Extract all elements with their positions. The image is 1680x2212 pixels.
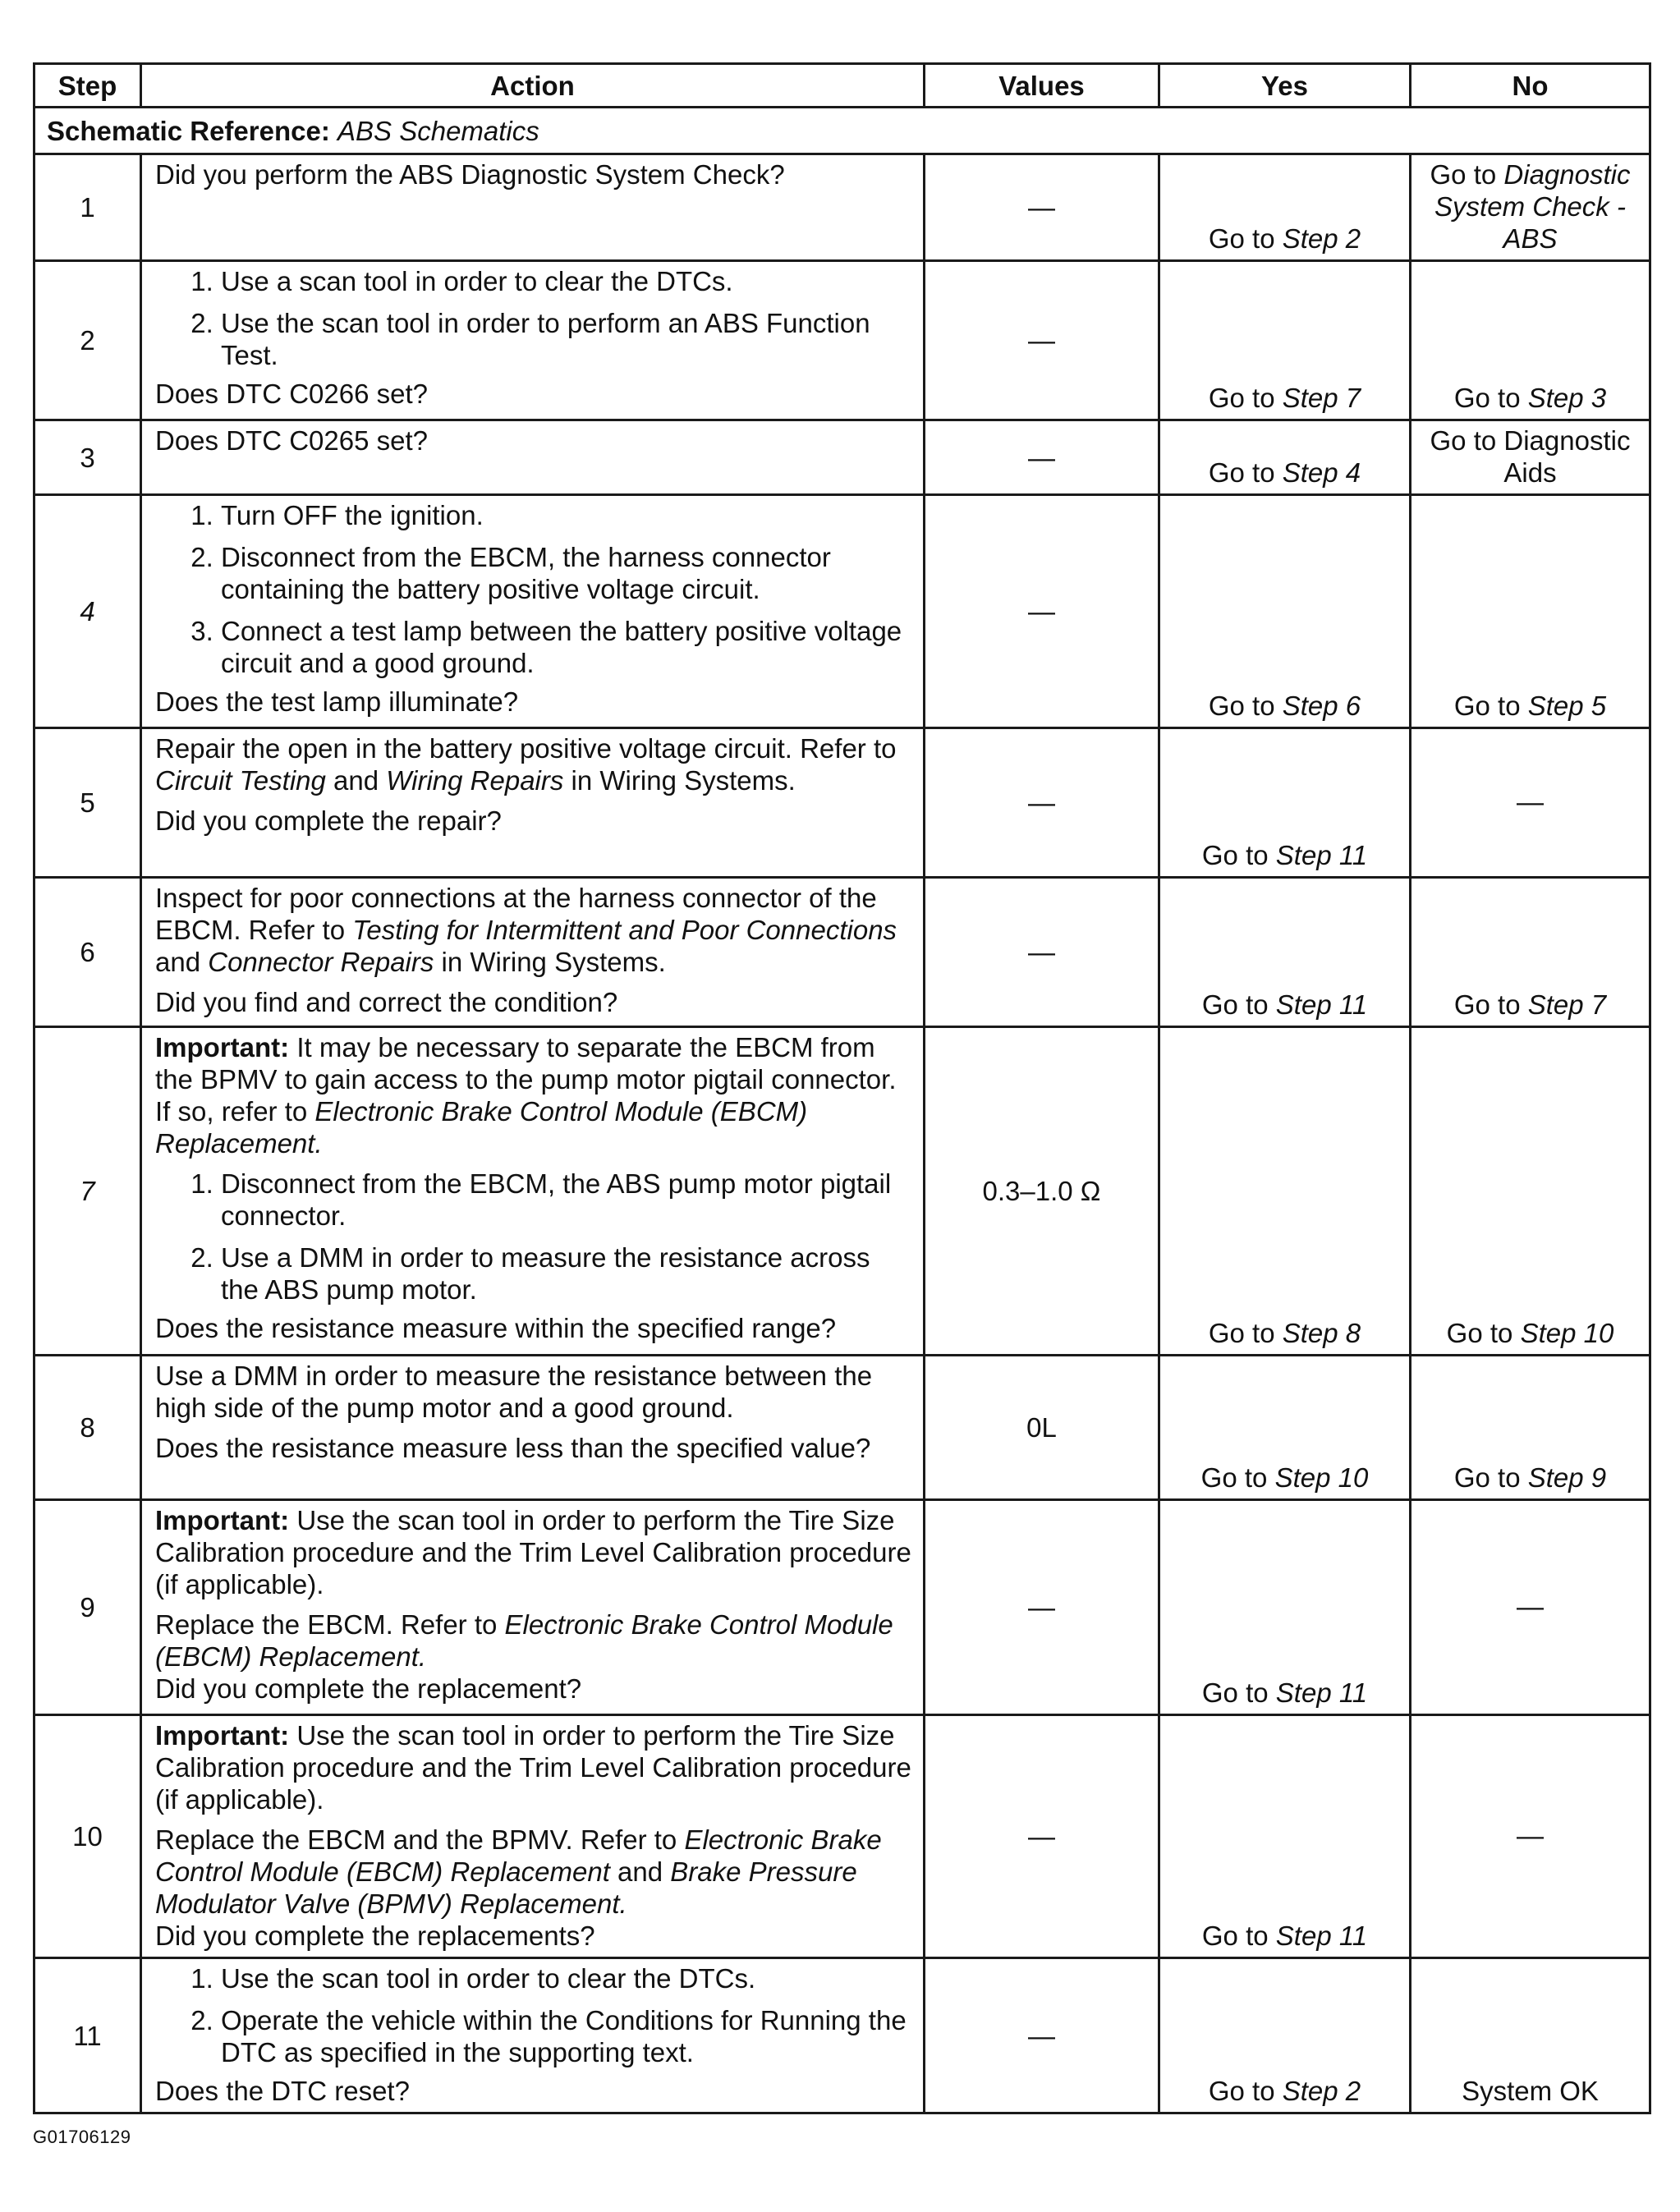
question-text: Did you find and correct the condition? (155, 987, 618, 1017)
header-action: Action (141, 64, 925, 108)
header-yes: Yes (1159, 64, 1411, 108)
doc-link[interactable]: Electronic Brake Control Module (EBCM) Replacement (155, 1824, 882, 1887)
action-cell (141, 1027, 925, 1356)
yes-cell: Go to Step 2 (1159, 1958, 1411, 2113)
value-cell: — (925, 1500, 1159, 1715)
action-list (155, 499, 911, 679)
question-text: Did you perform the ABS Diagnostic System Check? (155, 159, 785, 190)
action-list (155, 1962, 911, 2068)
action-cell (141, 495, 925, 728)
no-cell: Go to Step 5 (1411, 495, 1650, 728)
step-link[interactable]: Step 7 (1282, 383, 1361, 413)
important-note: Important: Use the scan tool in order to perform the Tire Size Calibration procedure and the Trim Level Calibration procedure (if applicable). (155, 1720, 911, 1815)
step-link[interactable]: Step 6 (1282, 691, 1361, 721)
question-text: Does DTC C0265 set? (155, 425, 428, 456)
list-item: 2. Operate the vehicle within the Conditions for Running the DTC as specified in the supporting text. (221, 2004, 911, 2068)
step-link[interactable]: Step 8 (1282, 1318, 1361, 1348)
action-cell (141, 1356, 925, 1500)
yes-cell: Go to Step 6 (1159, 495, 1411, 728)
value-cell: — (925, 495, 1159, 728)
step-number: 8 (34, 1356, 141, 1500)
question-text: Does the resistance measure within the specified range? (155, 1313, 837, 1343)
table-row (34, 154, 1650, 261)
action-cell (141, 1958, 925, 2113)
step-link[interactable]: Step 10 (1274, 1462, 1369, 1493)
table-row (34, 1500, 1650, 1715)
yes-cell: Go to Step 2 (1159, 154, 1411, 261)
doc-link[interactable]: Electronic Brake Control Module (EBCM) Replacement. (155, 1609, 893, 1672)
step-link[interactable]: Step 10 (1520, 1318, 1614, 1348)
doc-link[interactable]: Testing for Intermittent and Poor Connections (352, 915, 897, 945)
question-text: Does DTC C0266 set? (155, 379, 428, 409)
step-link[interactable]: Step 4 (1282, 457, 1361, 488)
step-link[interactable]: Step 2 (1282, 223, 1361, 254)
action-cell (141, 154, 925, 261)
list-item: 3. Connect a test lamp between the battery positive voltage circuit and a good ground. (221, 615, 911, 679)
question-text: Does the test lamp illuminate? (155, 686, 519, 717)
step-link[interactable]: Step 2 (1282, 2076, 1361, 2106)
yes-cell: Go to Step 11 (1159, 1500, 1411, 1715)
yes-cell: Go to Step 11 (1159, 728, 1411, 878)
question-text: Does the resistance measure less than the specified value? (155, 1433, 871, 1463)
value-cell: 0L (925, 1356, 1159, 1500)
step-link[interactable]: Step 11 (1275, 989, 1368, 1020)
table-row (34, 261, 1650, 420)
action-list (155, 265, 911, 371)
list-item: 2. Use a DMM in order to measure the resistance across the ABS pump motor. (221, 1241, 911, 1306)
step-number: 9 (34, 1500, 141, 1715)
yes-cell: Go to Step 4 (1159, 420, 1411, 495)
value-cell: — (925, 261, 1159, 420)
action-list (155, 1168, 911, 1306)
table-row (34, 1958, 1650, 2113)
table-row (34, 420, 1650, 495)
list-item: 2. Use the scan tool in order to perform an ABS Function Test. (221, 307, 911, 371)
diagnostic-table-sheet (33, 62, 1649, 2114)
doc-link[interactable]: Connector Repairs (208, 947, 434, 977)
no-cell: Go to Step 3 (1411, 261, 1650, 420)
schematic-reference (34, 108, 1650, 154)
value-cell: — (925, 1715, 1159, 1958)
no-cell: System OK (1411, 1958, 1650, 2113)
header-step: Step (34, 64, 141, 108)
diagnostic-check-link[interactable]: Diagnostic System Check - ABS (1434, 159, 1631, 254)
instruction-text: Repair the open in the battery positive voltage circuit. Refer to Circuit Testing and Wiring Repairs in Wiring Systems. (155, 733, 897, 796)
yes-cell: Go to Step 11 (1159, 1715, 1411, 1958)
no-cell: Go to Diagnostic System Check - ABS (1411, 154, 1650, 261)
figure-code: G01706129 (33, 2127, 131, 2147)
important-note: Important: Use the scan tool in order to perform the Tire Size Calibration procedure and the Trim Level Calibration procedure (if applicable). (155, 1505, 911, 1599)
yes-cell: Go to Step 8 (1159, 1027, 1411, 1356)
action-cell (141, 728, 925, 878)
header-values: Values (925, 64, 1159, 108)
step-number: 3 (34, 420, 141, 495)
header-row (34, 64, 1650, 108)
no-cell: — (1411, 1500, 1650, 1715)
step-link[interactable]: Step 5 (1527, 691, 1607, 721)
schematic-reference-row (34, 108, 1650, 154)
step-link[interactable]: Step 3 (1527, 383, 1607, 413)
question-text: Did you complete the replacements? (155, 1921, 595, 1951)
value-cell: — (925, 728, 1159, 878)
value-cell: — (925, 878, 1159, 1027)
instruction-text: Replace the EBCM and the BPMV. Refer to Electronic Brake Control Module (EBCM) Replacement and Brake Pressure Modulator Valve (BPMV) Replacement. (155, 1824, 882, 1919)
value-cell: — (925, 1958, 1159, 2113)
instruction-text: Inspect for poor connections at the harness connector of the EBCM. Refer to Testing for Intermittent and Poor Connections and Connector Repairs in Wiring Systems. (155, 883, 897, 977)
no-cell: Go to Step 7 (1411, 878, 1650, 1027)
list-item: 1. Disconnect from the EBCM, the ABS pump motor pigtail connector. (221, 1168, 911, 1232)
step-link[interactable]: Step 7 (1527, 989, 1607, 1020)
header-no: No (1411, 64, 1650, 108)
doc-link[interactable]: Brake Pressure Modulator Valve (BPMV) Replacement. (155, 1856, 857, 1919)
action-cell (141, 420, 925, 495)
list-item: 2. Disconnect from the EBCM, the harness connector containing the battery positive voltage circuit. (221, 541, 911, 605)
table-row (34, 1027, 1650, 1356)
no-cell[interactable]: Go to Diagnostic Aids (1411, 420, 1650, 495)
value-cell: — (925, 420, 1159, 495)
step-number: 7 (34, 1027, 141, 1356)
action-cell (141, 878, 925, 1027)
action-cell (141, 1500, 925, 1715)
diagnostic-table (33, 62, 1651, 2114)
schematic-label: Schematic Reference: (47, 115, 330, 146)
step-number: 5 (34, 728, 141, 878)
step-link[interactable]: Step 11 (1275, 1921, 1368, 1951)
step-link[interactable]: Step 11 (1275, 1677, 1368, 1708)
doc-link[interactable]: Electronic Brake Control Module (EBCM) Replacement (155, 1096, 808, 1159)
value-cell: 0.3–1.0 Ω (925, 1027, 1159, 1356)
table-row (34, 728, 1650, 878)
question-text: Does the DTC reset? (155, 2076, 410, 2106)
no-cell: Go to Step 9 (1411, 1356, 1650, 1500)
action-cell (141, 261, 925, 420)
table-row (34, 1356, 1650, 1500)
question-text: Did you complete the replacement? (155, 1673, 582, 1704)
action-cell (141, 1715, 925, 1958)
list-item: 1. Use a scan tool in order to clear the DTCs. (221, 265, 911, 297)
step-number: 4 (34, 495, 141, 728)
instruction-text: Replace the EBCM. Refer to Electronic Brake Control Module (EBCM) Replacement. (155, 1609, 893, 1672)
yes-cell: Go to Step 10 (1159, 1356, 1411, 1500)
doc-link[interactable]: Wiring Repairs (386, 765, 564, 796)
no-cell: Go to Step 10 (1411, 1027, 1650, 1356)
step-number: 11 (34, 1958, 141, 2113)
value-cell: — (925, 154, 1159, 261)
step-number: 1 (34, 154, 141, 261)
yes-cell: Go to Step 7 (1159, 261, 1411, 420)
table-row (34, 495, 1650, 728)
table-row (34, 878, 1650, 1027)
yes-cell: Go to Step 11 (1159, 878, 1411, 1027)
step-number: 10 (34, 1715, 141, 1958)
list-item: 1. Turn OFF the ignition. (221, 499, 911, 531)
step-link[interactable]: Step 11 (1275, 840, 1368, 870)
step-number: 2 (34, 261, 141, 420)
question-text: Did you complete the repair? (155, 805, 502, 836)
step-link[interactable]: Step 9 (1527, 1462, 1607, 1493)
no-cell: — (1411, 728, 1650, 878)
doc-link[interactable]: Circuit Testing (155, 765, 326, 796)
instruction-text: Use a DMM in order to measure the resistance between the high side of the pump motor and a good ground. (155, 1361, 873, 1423)
step-number: 6 (34, 878, 141, 1027)
no-cell: — (1411, 1715, 1650, 1958)
schematic-link[interactable]: ABS Schematics (337, 115, 539, 146)
important-note: Important: It may be necessary to separate the EBCM from the BPMV to gain access to the pump motor pigtail connector. If so, refer to Electronic Brake Control Module (EBCM) Replacement. (155, 1032, 897, 1159)
table-row (34, 1715, 1650, 1958)
list-item: 1. Use the scan tool in order to clear the DTCs. (221, 1962, 911, 1994)
